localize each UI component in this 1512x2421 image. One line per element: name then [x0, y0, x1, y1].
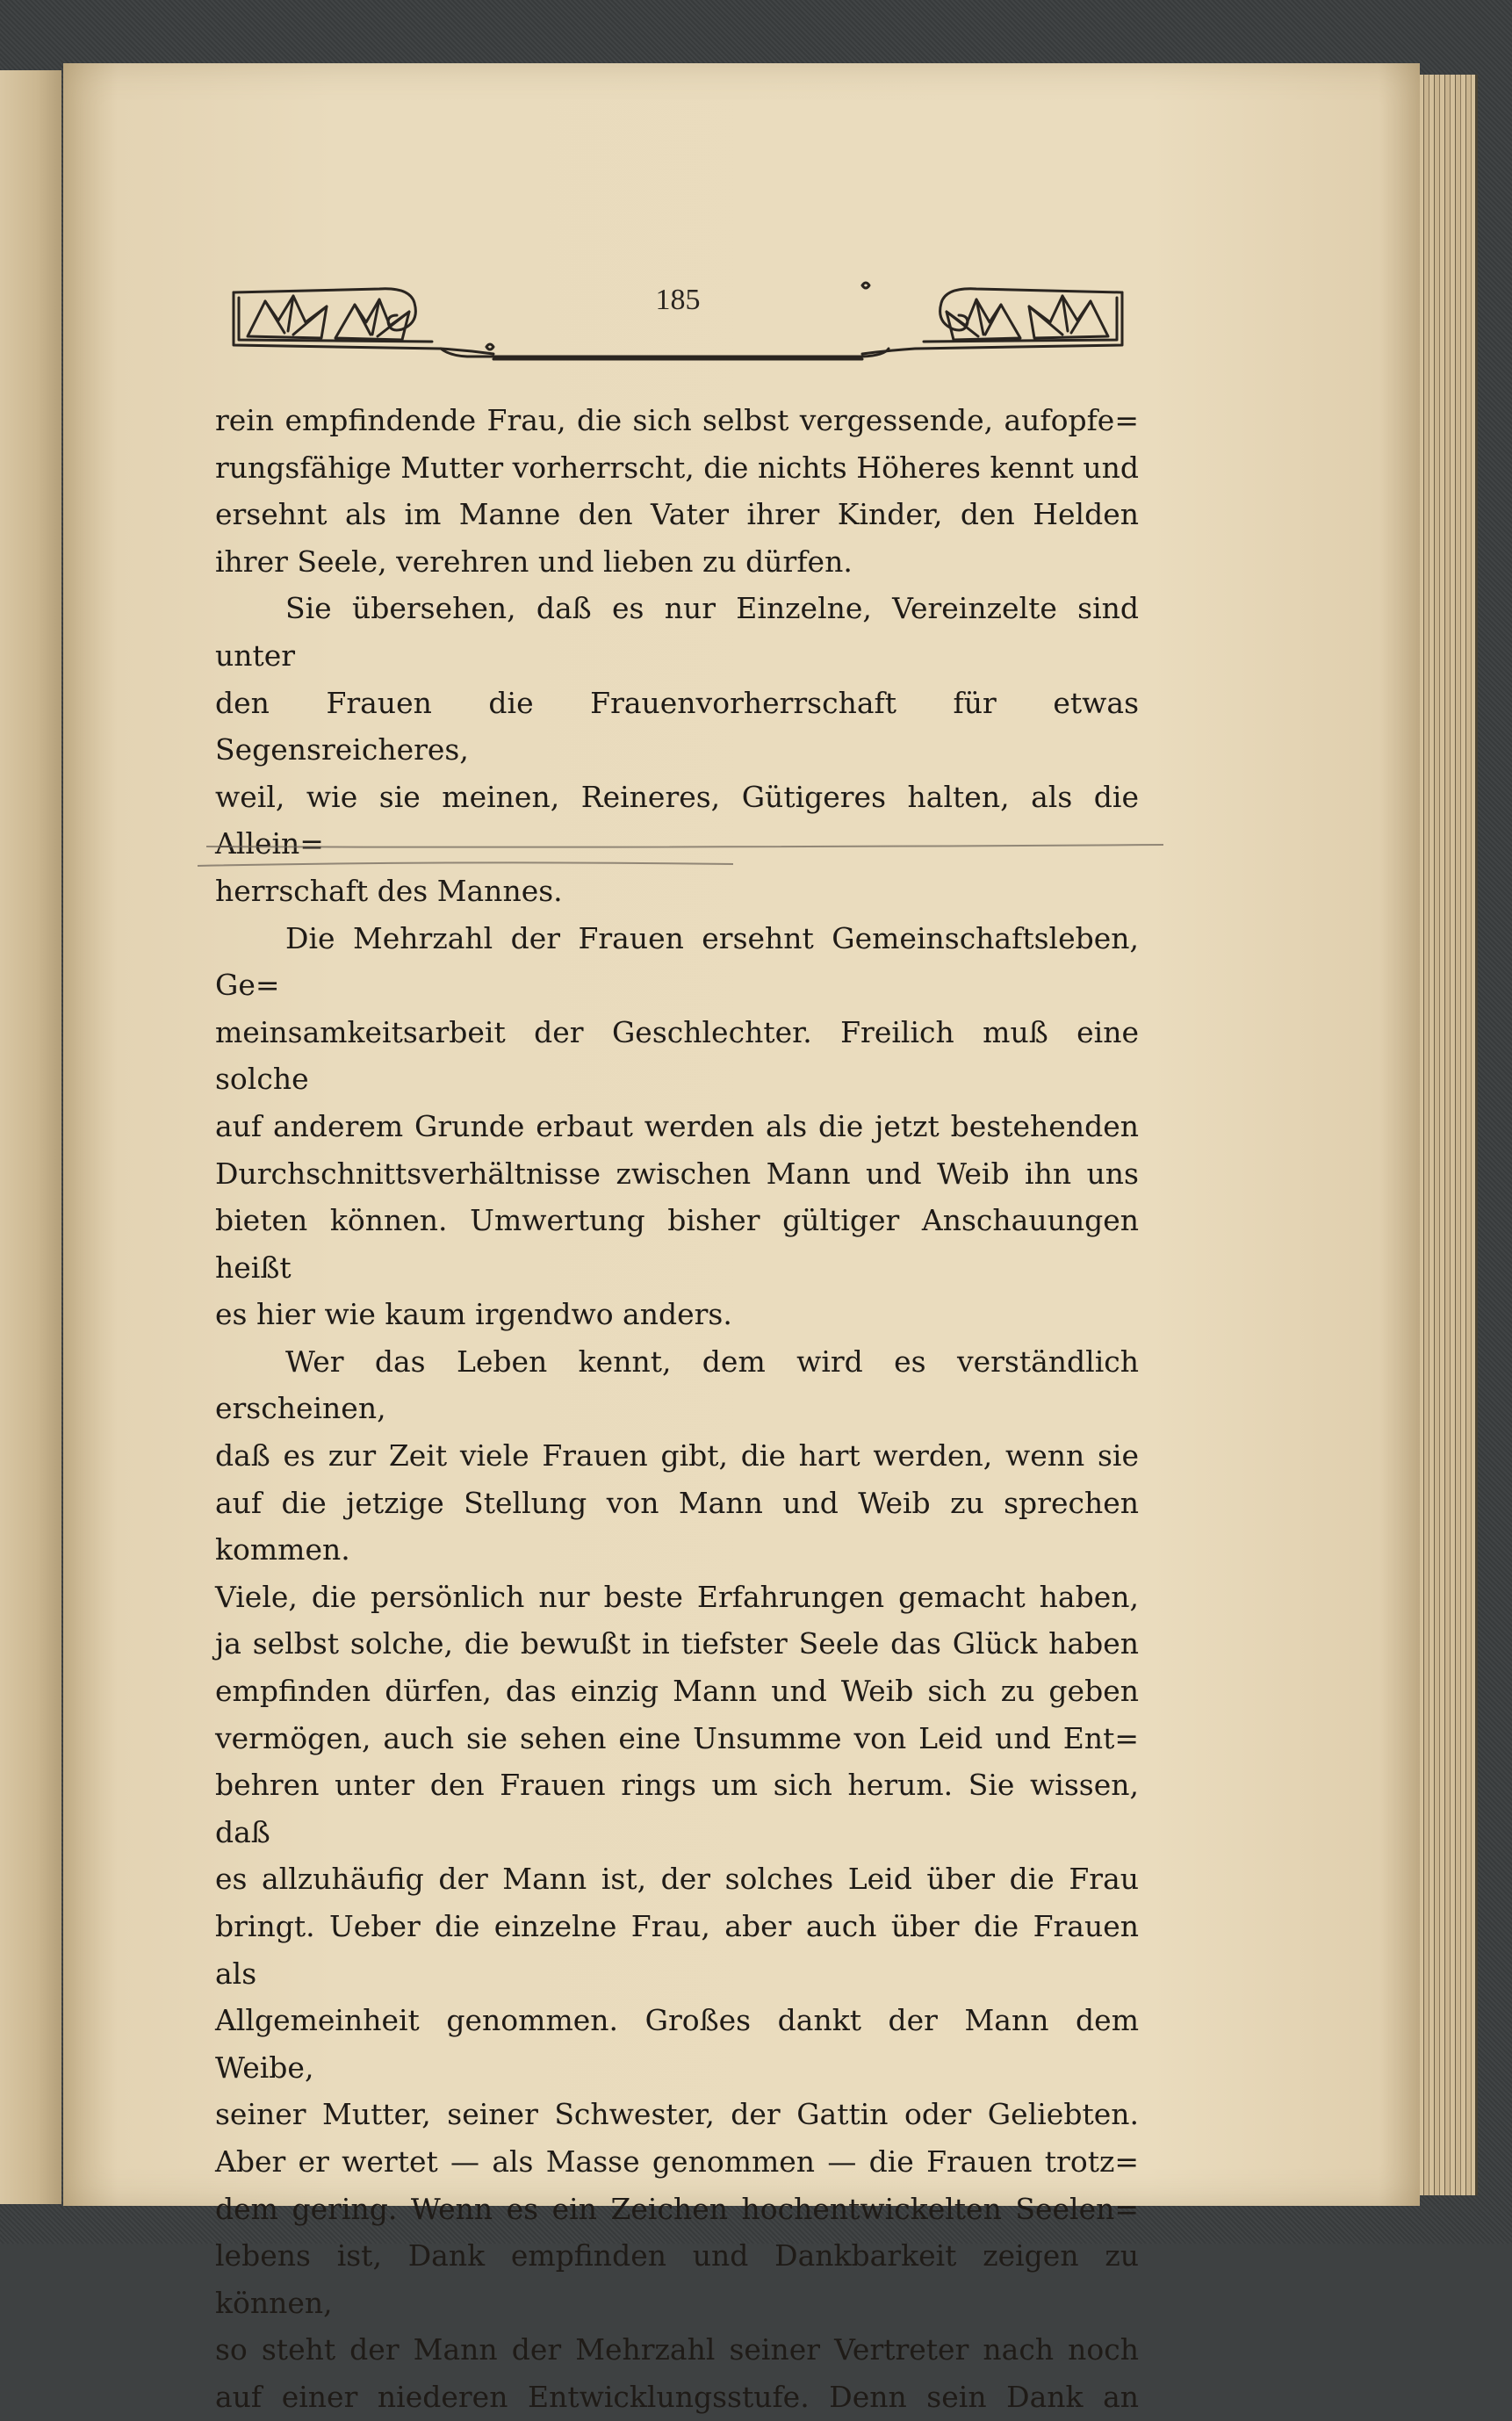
text-line: Allgemeinheit genommen. Großes dankt der Mann dem Weibe,: [215, 2003, 1139, 2085]
text-line: vermögen, auch sie sehen eine Unsumme von Leid und Ent=: [215, 1720, 1139, 1755]
text-line: den Frauen die Frauenvorherrschaft für etwas Segensreicheres,: [215, 685, 1139, 767]
text-line: es hier wie kaum irgendwo anders.: [215, 1297, 732, 1332]
text-line: bringt. Ueber die einzelne Frau, aber auch über die Frauen als: [215, 1909, 1139, 1991]
body-text: [215, 397, 1139, 2421]
page-number: 185: [655, 284, 701, 316]
text-line: Sie übersehen, daß es nur Einzelne, Vereinzelte sind unter: [215, 591, 1139, 673]
text-line: meinsamkeitsarbeit der Geschlechter. Freilich muß eine solche: [215, 1014, 1139, 1097]
text-line: herrschaft des Mannes.: [215, 873, 563, 908]
text-line: ja selbst solche, die bewußt in tiefster Seele das Glück haben: [215, 1626, 1139, 1661]
text-line: behren unter den Frauen rings um sich herum. Sie wissen, daß: [215, 1768, 1139, 1849]
text-line: Die Mehrzahl der Frauen ersehnt Gemeinschaftsleben, Ge=: [215, 920, 1139, 1003]
text-line: bieten können. Umwertung bisher gültiger Anschauungen heißt: [215, 1203, 1139, 1285]
page-header-ornament: [230, 268, 1126, 373]
text-line: empfinden dürfen, das einzig Mann und Weib sich zu geben: [215, 1674, 1139, 1709]
text-line: so steht der Mann der Mehrzahl seiner Vertreter nach noch: [215, 2332, 1139, 2367]
text-line: ersehnt als im Manne den Vater ihrer Kinder, den Helden: [215, 497, 1139, 532]
text-line: Aber er wertet — als Masse genommen — die Frauen trotz=: [215, 2144, 1139, 2179]
text-line: weil, wie sie meinen, Reineres, Gütigeres halten, als die Allein=: [215, 779, 1139, 861]
text-line: auf einer niederen Entwicklungsstufe. Denn sein Dank an: [215, 2379, 1139, 2414]
text-line: auf anderem Grunde erbaut werden als die jetzt bestehenden: [215, 1108, 1139, 1143]
previous-page-edge: [0, 70, 61, 2204]
text-line: lebens ist, Dank empfinden und Dankbarkeit zeigen zu können,: [215, 2238, 1139, 2320]
text-line: rein empfindende Frau, die sich selbst vergessende, aufopfe=: [215, 403, 1139, 437]
pencil-underline-mark: [189, 843, 1172, 869]
text-line: rungsfähige Mutter vorherrscht, die nichts Höheres kennt und: [215, 450, 1139, 485]
text-line: auf die jetzige Stellung von Mann und Weib zu sprechen kommen.: [215, 1485, 1139, 1567]
text-line: Viele, die persönlich nur beste Erfahrungen gemacht haben,: [215, 1579, 1139, 1614]
text-line: es allzuhäufig der Mann ist, der solches Leid über die Frau: [215, 1862, 1139, 1897]
page-edges-stack: [1414, 75, 1478, 2195]
text-line: daß es zur Zeit viele Frauen gibt, die hart werden, wenn sie: [215, 1438, 1139, 1473]
text-line: ihrer Seele, verehren und lieben zu dürfen.: [215, 544, 853, 579]
text-line: Wer das Leben kennt, dem wird es verständlich erscheinen,: [215, 1344, 1139, 1426]
text-line: dem gering. Wenn es ein Zeichen hochentwickelten Seelen=: [215, 2191, 1139, 2226]
text-line: seiner Mutter, seiner Schwester, der Gattin oder Geliebten.: [215, 2097, 1139, 2132]
text-line: Durchschnittsverhältnisse zwischen Mann und Weib ihn uns: [215, 1156, 1139, 1191]
